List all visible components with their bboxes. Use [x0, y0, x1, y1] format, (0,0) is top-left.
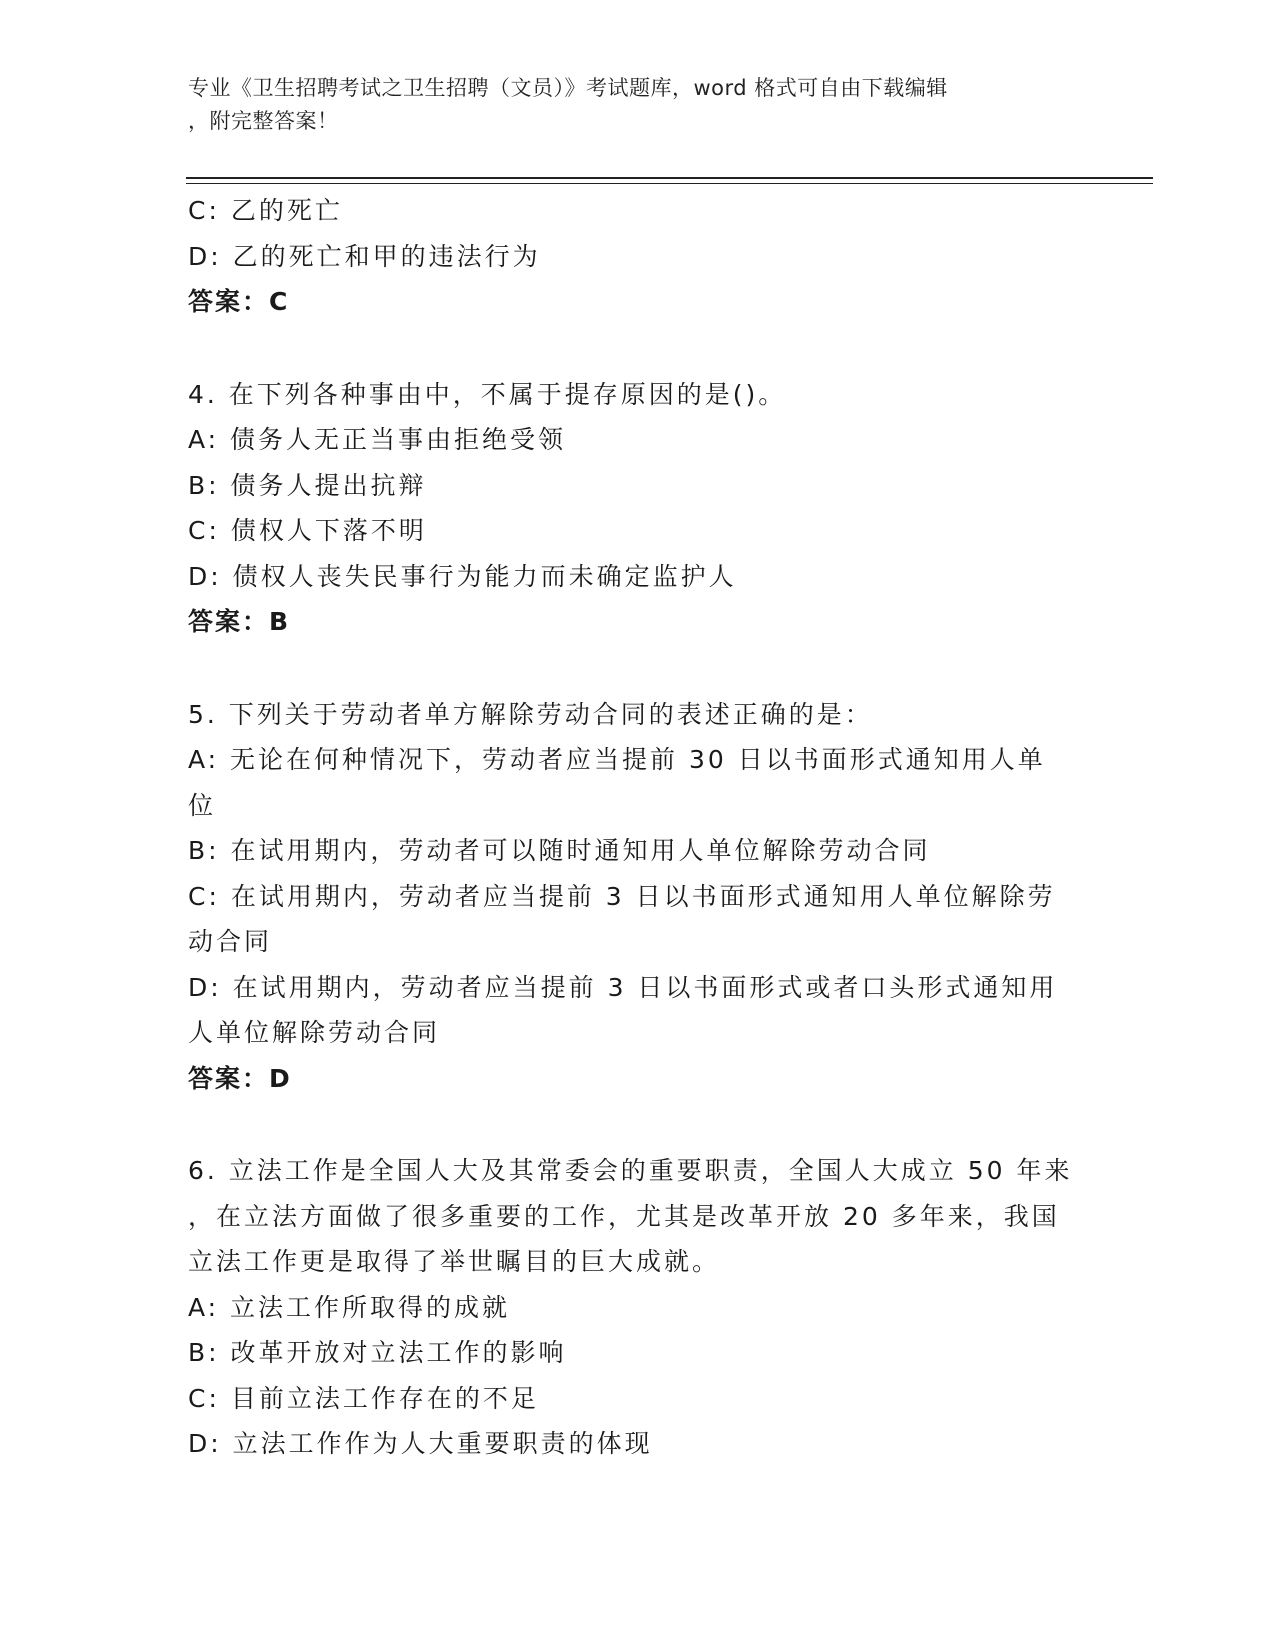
question-5	[188, 692, 1088, 1102]
q4-option-b: B: 债务人提出抗辩	[188, 470, 427, 500]
q5-option-d-line-2: 人单位解除劳动合同	[188, 1018, 441, 1047]
q5-option-a-line-1: A: 无论在何种情况下，劳动者应当提前 30 日以书面形式通知用人单	[188, 745, 1046, 774]
q4-option-d: D: 债权人丧失民事行为能力而未确定监护人	[188, 561, 737, 591]
q4-stem: 4. 在下列各种事由中，不属于提存原因的是()。	[188, 379, 787, 409]
q4-option-a: A: 债务人无正当事由拒绝受领	[188, 425, 567, 454]
page-header	[188, 72, 1068, 138]
q6-option-b: B: 改革开放对立法工作的影响	[188, 1338, 567, 1367]
q5-option-d-line-1: D: 在试用期内，劳动者应当提前 3 日以书面形式或者口头形式通知用	[188, 972, 1058, 1002]
q5-answer: 答案：D	[188, 1063, 292, 1093]
q5-option-c-line-2: 动合同	[188, 927, 273, 956]
question-6	[188, 1148, 1088, 1467]
q3-option-d: D: 乙的死亡和甲的违法行为	[188, 241, 541, 271]
q5-option-b: B: 在试用期内，劳动者可以随时通知用人单位解除劳动合同	[188, 836, 931, 865]
q6-stem-line-3: 立法工作更是取得了举世瞩目的巨大成就。	[188, 1247, 721, 1276]
q5-option-a-line-2: 位	[188, 790, 217, 820]
q4-option-c: C: 债权人下落不明	[188, 516, 427, 545]
header-line-2: ，附完整答案！	[188, 109, 339, 133]
spacer	[188, 1101, 1088, 1148]
q6-stem-line-1: 6. 立法工作是全国人大及其常委会的重要职责，全国人大成立 50 年来	[188, 1156, 1073, 1185]
q5-option-c-line-1: C: 在试用期内，劳动者应当提前 3 日以书面形式通知用人单位解除劳	[188, 881, 1056, 911]
spacer	[188, 325, 1088, 372]
spacer	[188, 645, 1088, 692]
question-4	[188, 372, 1088, 645]
q5-stem: 5. 下列关于劳动者单方解除劳动合同的表述正确的是：	[188, 699, 873, 729]
question-content	[188, 188, 1088, 1467]
q3-option-c: C: 乙的死亡	[188, 196, 343, 225]
q6-option-a: A: 立法工作所取得的成就	[188, 1292, 511, 1322]
header-line-1: 专业《卫生招聘考试之卫生招聘（文员）》考试题库，word 格式可自由下载编辑	[188, 76, 948, 100]
header-rule-thick	[186, 177, 1153, 179]
question-3-tail	[188, 188, 1088, 325]
q4-answer: 答案：B	[188, 607, 291, 636]
q6-stem-line-2: ，在立法方面做了很多重要的工作，尤其是改革开放 20 多年来，我国	[188, 1201, 1060, 1231]
q3-answer: 答案：C	[188, 287, 290, 316]
q6-option-d: D: 立法工作作为人大重要职责的体现	[188, 1429, 653, 1458]
header-rule-thin	[186, 183, 1153, 184]
q6-option-c: C: 目前立法工作存在的不足	[188, 1383, 539, 1413]
